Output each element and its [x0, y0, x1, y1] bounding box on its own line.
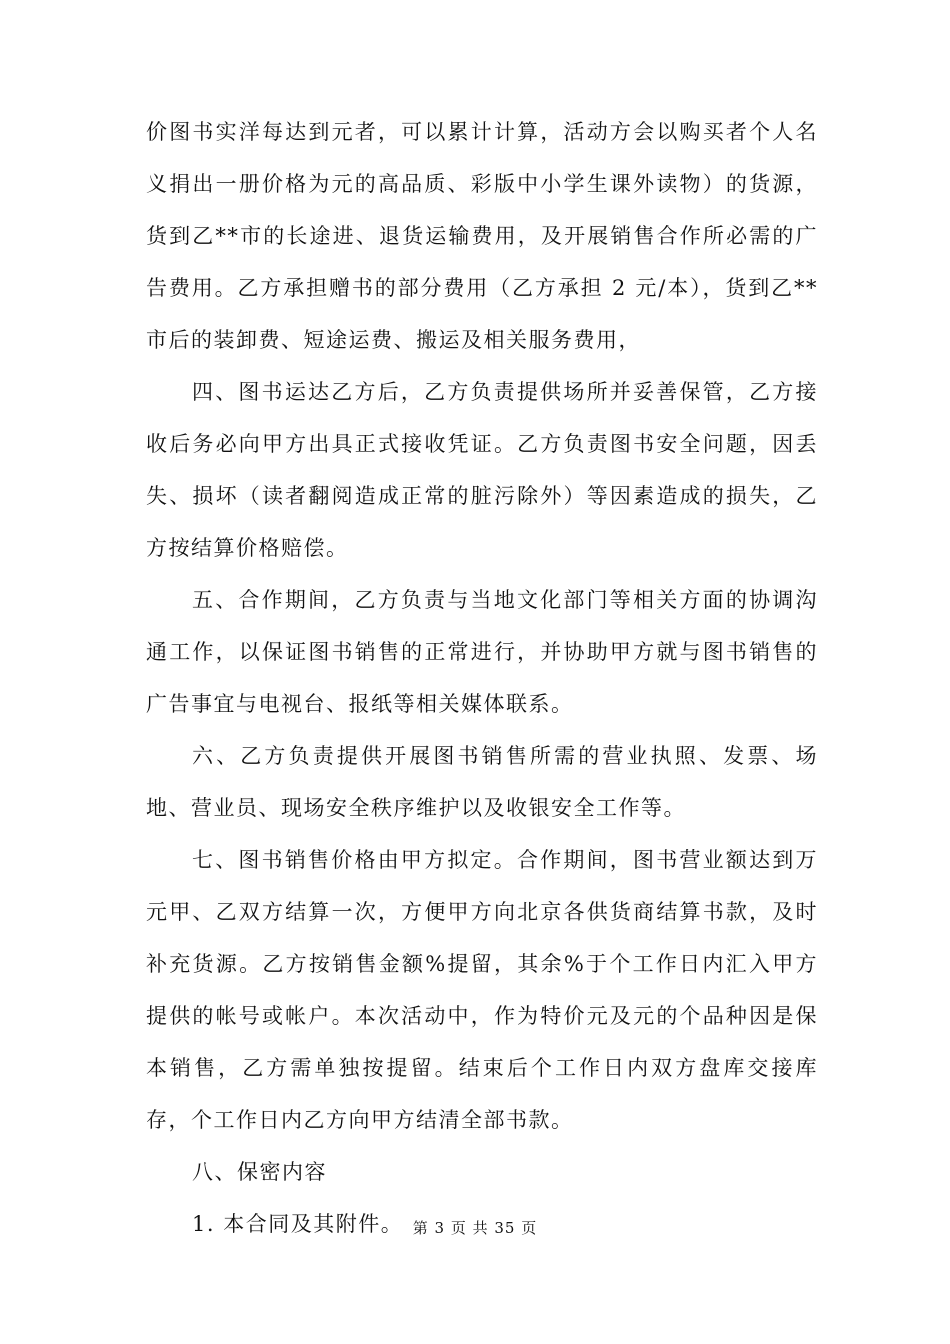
paragraph-clause-7: 七、图书销售价格由甲方拟定。合作期间，图书营业额达到万元甲、乙双方结算一次，方便甲方向北京各供货商结算书款，及时补充货源。乙方按销售金额%提留，其余%于个工作日内汇入甲方提供的帐号或帐户。本次活动中，作为特价元及元的个品种因是保本销售，乙方需单独按提留。结束后个工作日内双方盘库交接库存，个工作日内乙方向甲方结清全部书款。 — [146, 848, 818, 1132]
paragraph-clause-4: 四、图书运达乙方后，乙方负责提供场所并妥善保管，乙方接收后务必向甲方出具正式接收凭证。乙方负责图书安全问题，因丢失、损坏（读者翻阅造成正常的脏污除外）等因素造成的损失，乙方按结算价格赔偿。 — [146, 380, 818, 560]
page-number-text: 第 3 页 共 35 页 — [412, 1219, 538, 1237]
paragraph-clause-8-item-1: 1. 本合同及其附件。 — [192, 1212, 404, 1236]
page-footer — [0, 1217, 950, 1238]
paragraph-clause-8-heading: 八、保密内容 — [192, 1160, 327, 1184]
paragraph-clause-5: 五、合作期间，乙方负责与当地文化部门等相关方面的协调沟通工作，以保证图书销售的正常进行，并协助甲方就与图书销售的广告事宜与电视台、报纸等相关媒体联系。 — [146, 588, 818, 716]
paragraph-continuation: 价图书实洋每达到元者，可以累计计算，活动方会以购买者个人名义捐出一册价格为元的高品质、彩版中小学生课外读物）的货源，货到乙**市的长途进、退货运输费用，及开展销售合作所必需的广告费用。乙方承担赠书的部分费用（乙方承担 2 元/本），货到乙**市后的装卸费、短途运费、搬运及相关服务费用， — [146, 120, 818, 352]
document-body — [146, 106, 818, 1250]
paragraph-clause-6: 六、乙方负责提供开展图书销售所需的营业执照、发票、场地、营业员、现场安全秩序维护以及收银安全工作等。 — [146, 744, 818, 820]
